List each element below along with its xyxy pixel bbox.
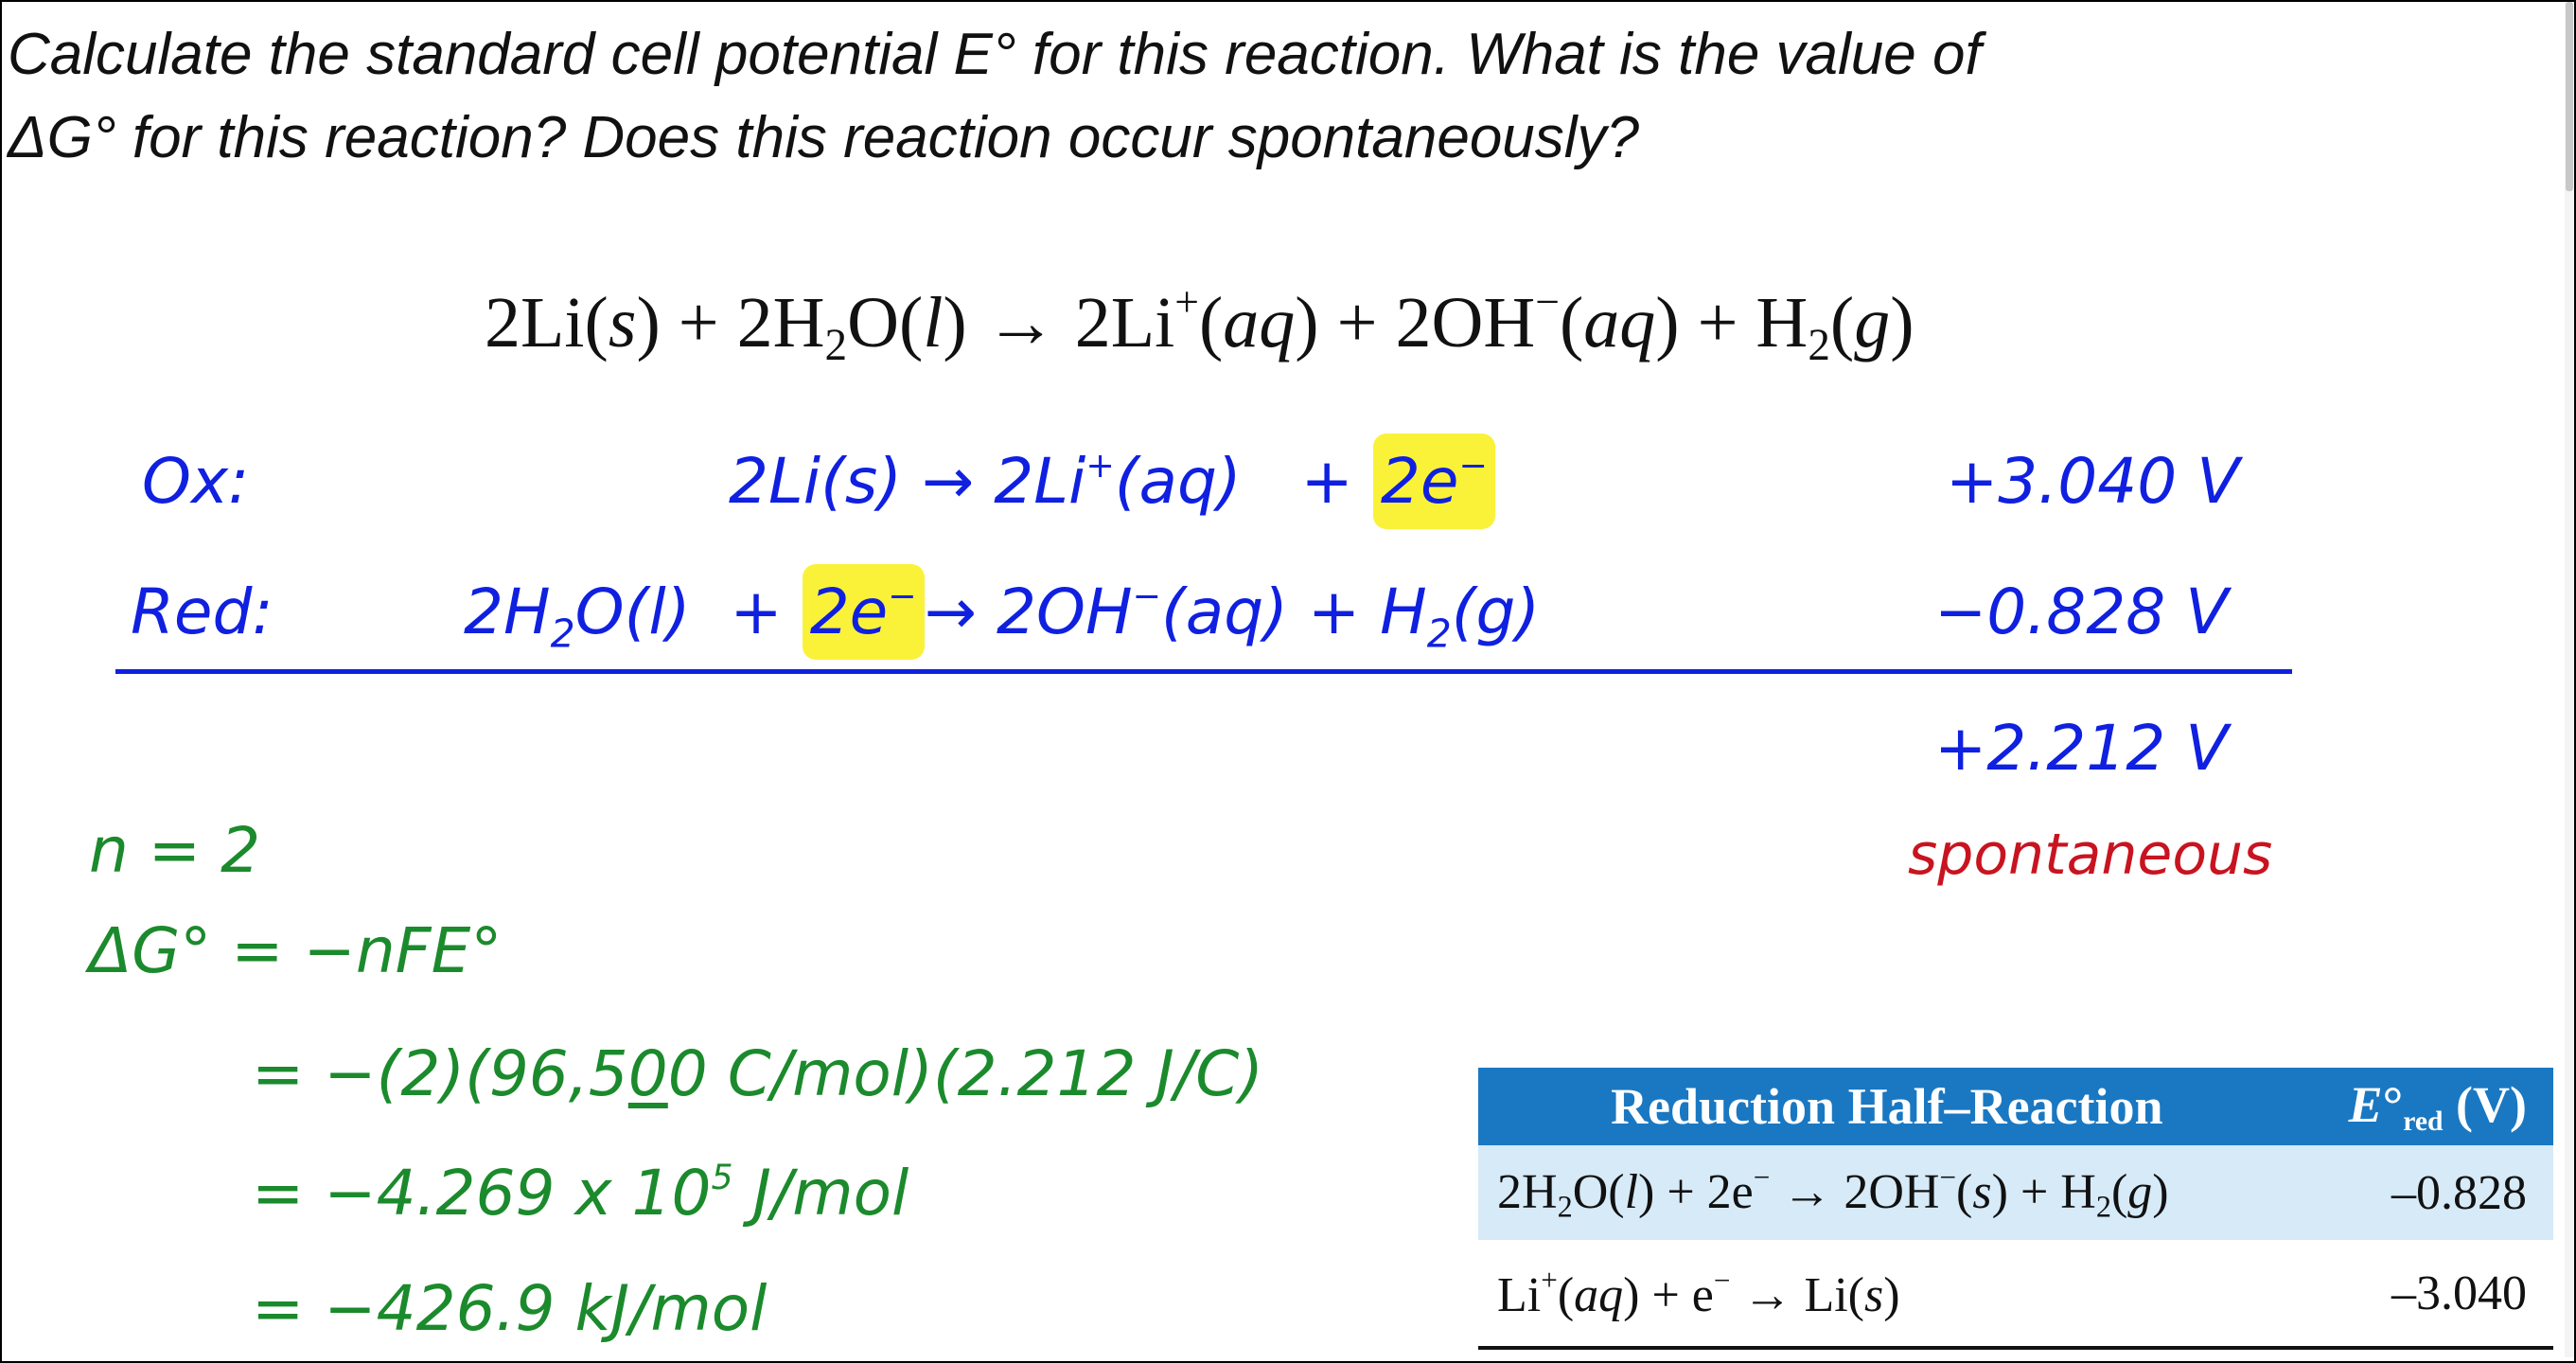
table-row bbox=[1478, 1145, 2553, 1240]
vertical-scrollbar[interactable] bbox=[2565, 2, 2574, 1357]
red-reaction: $2H_2O(l) + 2e^- \to 2OH^-(aq) + H_2(g)$ bbox=[464, 575, 1540, 657]
header-reaction: Reduction Half–Reaction bbox=[1478, 1068, 2296, 1145]
ox-electrons-highlight: 2e− bbox=[1373, 434, 1495, 529]
sum-rule bbox=[115, 669, 2292, 674]
red-label: Red: bbox=[131, 575, 273, 648]
calc-step-2: = −4.269 x $10^5$ J/mol bbox=[252, 1157, 909, 1230]
ox-label: Ox: bbox=[142, 445, 250, 518]
row-2-reaction: Li+(aq) + e− → Li(s) bbox=[1478, 1240, 2296, 1348]
row-1-value: –0.828 bbox=[2296, 1145, 2553, 1240]
cell-potential: +2.212 V bbox=[1934, 712, 2229, 785]
red-electrons-highlight: 2e− bbox=[803, 564, 925, 660]
calc-n: n = 2 bbox=[89, 814, 261, 887]
row-1-reaction: $2H_2O(l) + 2e^- \to 2OH^-(s) + H_2(g)$ bbox=[1478, 1145, 2296, 1240]
header-potential: $E^\circ_{red}$ (V) bbox=[2296, 1068, 2553, 1145]
overall-reaction: $2Li(s) + 2H_2O(l) \to 2Li^+(aq) + 2OH^-(aq) + H_2(g)$ bbox=[485, 277, 1914, 371]
row-2-value: –3.040 bbox=[2296, 1240, 2553, 1348]
reduction-potential-table bbox=[1478, 1068, 2553, 1350]
spontaneous-label: spontaneous bbox=[1908, 822, 2273, 888]
question-line-2: ΔG° for this reaction? Does this reaction occur spontaneously? bbox=[8, 105, 1640, 170]
calc-step-1: = −(2)(96,500 C/mol)(2.212 J/C) bbox=[252, 1037, 1264, 1110]
scrollbar-thumb[interactable] bbox=[2566, 2, 2573, 191]
calc-formula: ΔG° = −nFE° bbox=[89, 914, 503, 987]
table-row bbox=[1478, 1240, 2553, 1348]
red-potential: −0.828 V bbox=[1934, 575, 2229, 648]
question-line-1: Calculate the standard cell potential E° for this reaction. What is the value of bbox=[8, 22, 1982, 87]
calc-step-3: = −426.9 kJ/mol bbox=[252, 1272, 768, 1345]
table-header-row bbox=[1478, 1068, 2553, 1145]
ox-reaction: 2Li(s) → 2Li+(aq) + 2e− bbox=[729, 445, 1495, 518]
ox-potential: +3.040 V bbox=[1946, 445, 2240, 518]
question-text bbox=[8, 13, 2279, 180]
